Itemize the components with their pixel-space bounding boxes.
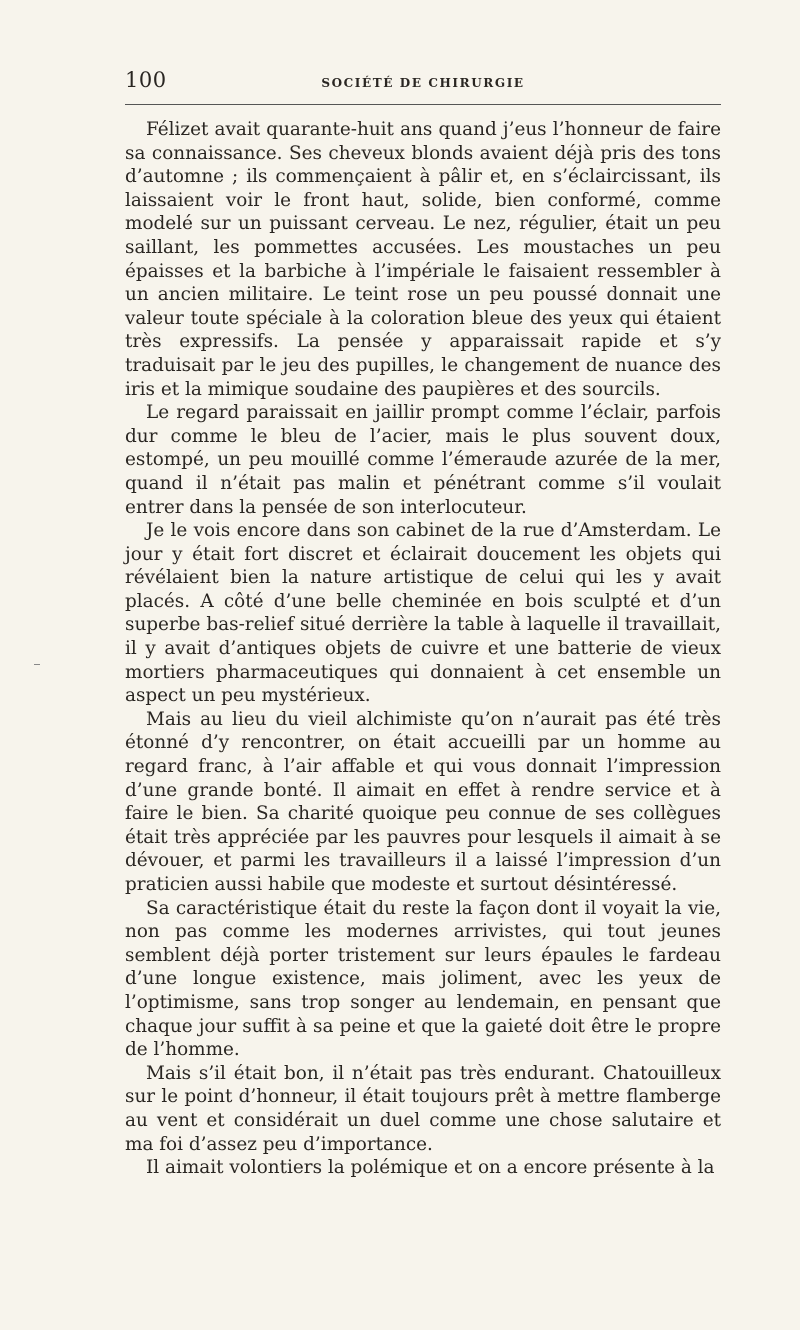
header-rule (125, 104, 721, 105)
page-header (125, 68, 721, 98)
body-text (125, 118, 721, 1180)
paragraph-1: Félizet avait quarante-huit ans quand j’eus l’honneur de faire sa connaissance. Ses cheveux blonds avaient déjà pris des tons d’automne ; ils commençaient à pâlir et, en s’éclaircissant, ils laissaient voir le front haut, solide, bien conformé, comme modelé sur un puissant cerveau. Le nez, régulier, était un peu saillant, les pommettes accusées. Les moustaches un peu épaisses et la barbiche à l’impériale le faisaient ressembler à un ancien militaire. Le teint rose un peu poussé donnait une valeur toute spéciale à la coloration bleue des yeux qui étaient très expressifs. La pensée y apparaissait rapide et s’y traduisait par le jeu des pupilles, le changement de nuance des iris et la mimique soudaine des paupières et des sourcils. (125, 119, 721, 400)
paragraph-6: Mais s’il était bon, il n’était pas très endurant. Chatouilleux sur le point d’honneur, il était toujours prêt à mettre flamberge au vent et considérait un duel comme une chose salutaire et ma foi d’assez peu d’importance. (125, 1062, 721, 1155)
paragraph-2: Le regard paraissait en jaillir prompt comme l’éclair, parfois dur comme le bleu de l’acier, mais le plus souvent doux, estompé, un peu mouillé comme l’émeraude azurée de la mer, quand il n’était pas malin et pénétrant comme s’il voulait entrer dans la pensée de son interlocuteur. (125, 402, 721, 518)
margin-mark (34, 664, 40, 665)
running-head: SOCIÉTÉ DE CHIRURGIE (321, 76, 525, 90)
page-number: 100 (125, 68, 167, 92)
paragraph-7-fragment: Il aimait volontiers la polémique et on a encore présente à la (146, 1157, 715, 1179)
paragraph-3: Je le vois encore dans son cabinet de la rue d’Amsterdam. Le jour y était fort discret et éclairait doucement les objets qui révélaient bien la nature artistique de celui qui les y avait placés. A côté d’une belle cheminée en bois sculpté et d’un superbe bas-relief situé derrière la table à laquelle il travaillait, il y avait d’antiques objets de cuivre et une batterie de vieux mortiers pharmaceutiques qui donnaient à cet ensemble un aspect un peu mystérieux. (125, 520, 721, 707)
paragraph-4: Mais au lieu du vieil alchimiste qu’on n’aurait pas été très étonné d’y rencontrer, on était accueilli par un homme au regard franc, à l’air affable et qui vous donnait l’impression d’une grande bonté. Il aimait en effet à rendre service et à faire le bien. Sa charité quoique peu connue de ses collègues était très appréciée par les pauvres pour lesquels il aimait à se dévouer, et parmi les travailleurs il a laissé l’impression d’un praticien aussi habile que modeste et surtout désintéressé. (125, 708, 721, 895)
paragraph-5: Sa caractéristique était du reste la façon dont il voyait la vie, non pas comme les modernes arrivistes, qui tout jeunes semblent déjà porter tristement sur leurs épaules le fardeau d’une longue existence, mais joliment, avec les yeux de l’optimisme, sans trop songer au lendemain, en pensant que chaque jour suffit à sa peine et que la gaieté doit être le propre de l’homme. (125, 897, 721, 1061)
